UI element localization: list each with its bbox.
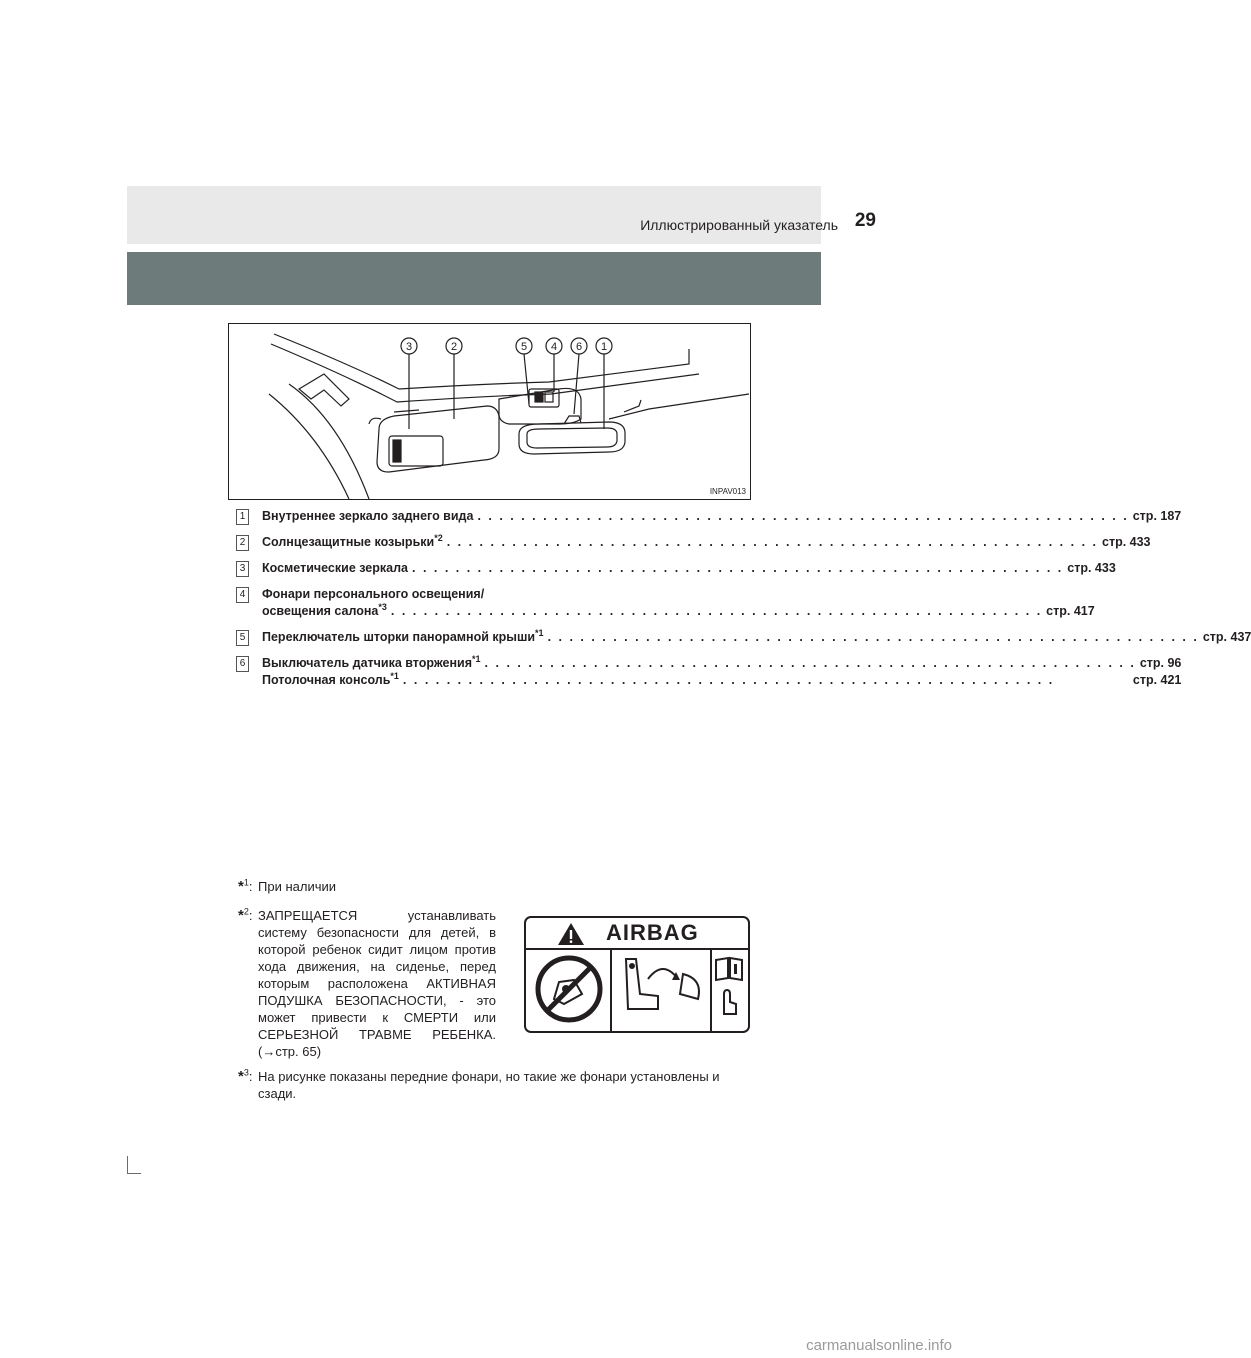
divider — [710, 950, 712, 1031]
watermark: carmanualsonline.info — [806, 1337, 952, 1354]
item-label: Внутреннее зеркало заднего вида — [262, 509, 474, 523]
page-reference-link[interactable]: стр. 421 — [1132, 673, 1182, 687]
item-label: освещения салона$^{*3}$ — [262, 601, 387, 618]
footnote-ref: *1 — [472, 653, 481, 664]
no-rear-facing-seat-icon — [534, 954, 604, 1024]
callout-label: 6 — [575, 341, 583, 353]
page-title: Иллюстрированный указатель — [640, 217, 838, 233]
list-item — [236, 560, 1116, 577]
page-number: 29 — [854, 210, 876, 231]
item-row — [262, 508, 1181, 525]
item-label: Фонари персонального освещения/ — [262, 587, 485, 601]
manual-info-icon — [714, 954, 744, 1024]
page-reference-link[interactable]: стр. 433 — [1102, 535, 1151, 549]
item-label: Косметические зеркала — [262, 561, 408, 575]
footnote-mark: *$^2$: — [238, 906, 253, 924]
figure-code: INPAV013 — [709, 487, 746, 496]
item-row — [262, 672, 1181, 689]
crop-mark — [127, 1173, 141, 1174]
item-row — [262, 560, 1116, 577]
airbag-warning-label — [524, 916, 750, 1033]
callout-label: 1 — [600, 341, 608, 353]
item-number: 4 — [236, 587, 249, 603]
footnote-text: ЗАПРЕЩАЕТСЯ устанавливать систему безопасности для детей, в которой ребенок сидит лицом против хода движения, на сиденье, перед которым расположена АКТИВНАЯ ПОДУШКА БЕЗОПАСНОСТИ, - это может привести к СМЕРТИ или СЕРЬЕЗНОЙ ТРАВМЕ РЕБЕНКА. (→стр. 65) — [258, 908, 496, 1059]
item-row — [262, 534, 1151, 551]
item-number: 1 — [236, 509, 249, 525]
item-number: 6 — [236, 656, 249, 672]
footnote-ref: *1 — [390, 670, 399, 681]
callout-label: 2 — [450, 341, 458, 353]
header-bar — [127, 186, 821, 244]
item-row — [262, 586, 1095, 603]
leader-dots: . . . . . . . . . . . . . . . . . . . . . . . . . . . . . . . . . . . . . . . . . . . . . . . . . . . . . . . . . . . . — [477, 509, 1129, 523]
seat-airbag-icon — [618, 954, 708, 1024]
item-list — [236, 508, 1251, 698]
footnote-mark: *$^1$: — [238, 877, 253, 895]
item-number: 2 — [236, 535, 249, 551]
footnote-text: На рисунке показаны передние фонари, но такие же фонари установлены и сзади. — [258, 1069, 720, 1101]
list-item — [236, 532, 1151, 551]
page-reference-link[interactable]: стр. 437 — [1202, 630, 1251, 644]
item-row — [262, 655, 1181, 672]
list-item — [236, 586, 1095, 620]
item-body — [262, 560, 1116, 577]
footnote — [238, 1068, 758, 1102]
item-body — [262, 534, 1151, 551]
item-row — [262, 603, 1095, 620]
callout-label: 3 — [405, 341, 413, 353]
leader-dots: . . . . . . . . . . . . . . . . . . . . . . . . . . . . . . . . . . . . . . . . . . . . . . . . . . . . . . . . . . . . — [402, 673, 1055, 687]
list-item — [236, 653, 1182, 689]
page-reference-link[interactable]: стр. 417 — [1046, 604, 1095, 618]
item-body — [262, 508, 1181, 525]
list-item — [236, 508, 1182, 525]
callout-label: 4 — [550, 341, 558, 353]
warning-triangle-icon — [556, 921, 586, 947]
item-label: Переключатель шторки панорамной крыши$^{*1}$ — [262, 627, 544, 644]
leader-dots: . . . . . . . . . . . . . . . . . . . . . . . . . . . . . . . . . . . . . . . . . . . . . . . . . . . . . . . . . . . . — [412, 561, 1064, 575]
footnote-text: При наличии — [258, 879, 336, 894]
footnote — [238, 878, 758, 895]
overhead-console-illustration — [228, 323, 751, 500]
footnote-ref: *3 — [378, 601, 387, 612]
list-item — [236, 627, 1251, 646]
divider — [526, 948, 748, 950]
page-reference-link[interactable]: стр. 187 — [1132, 509, 1182, 523]
footnote-ref: *2 — [434, 532, 443, 543]
item-label: Солнцезащитные козырьки$^{*2}$ — [262, 532, 443, 549]
leader-dots: . . . . . . . . . . . . . . . . . . . . . . . . . . . . . . . . . . . . . . . . . . . . . . . . . . . . . . . . . . . . — [390, 604, 1043, 618]
item-body — [262, 586, 1095, 620]
page-reference-link[interactable]: стр. 433 — [1067, 561, 1116, 575]
item-number: 3 — [236, 561, 249, 577]
callout-label: 5 — [520, 341, 528, 353]
footnote-mark: *$^3$: — [238, 1067, 253, 1085]
airbag-title: AIRBAG — [606, 920, 699, 945]
leader-dots: . . . . . . . . . . . . . . . . . . . . . . . . . . . . . . . . . . . . . . . . . . . . . . . . . . . . . . . . . . . . — [547, 630, 1199, 644]
section-bar — [127, 252, 821, 305]
crop-mark — [127, 1156, 128, 1174]
footnote-ref: *1 — [535, 627, 544, 638]
leader-dots: . . . . . . . . . . . . . . . . . . . . . . . . . . . . . . . . . . . . . . . . . . . . . . . . . . . . . . . . . . . . — [446, 535, 1098, 549]
item-label: Потолочная консоль$^{*1}$ — [262, 670, 399, 687]
item-body — [262, 655, 1181, 689]
item-label: Выключатель датчика вторжения$^{*1}$ — [262, 653, 481, 670]
page-reference-link[interactable]: стр. 96 — [1139, 656, 1182, 670]
item-number: 5 — [236, 630, 249, 646]
item-body — [262, 629, 1251, 646]
divider — [610, 950, 612, 1031]
leader-dots: . . . . . . . . . . . . . . . . . . . . . . . . . . . . . . . . . . . . . . . . . . . . . . . . . . . . . . . . . . . . — [484, 656, 1136, 670]
item-row — [262, 629, 1251, 646]
